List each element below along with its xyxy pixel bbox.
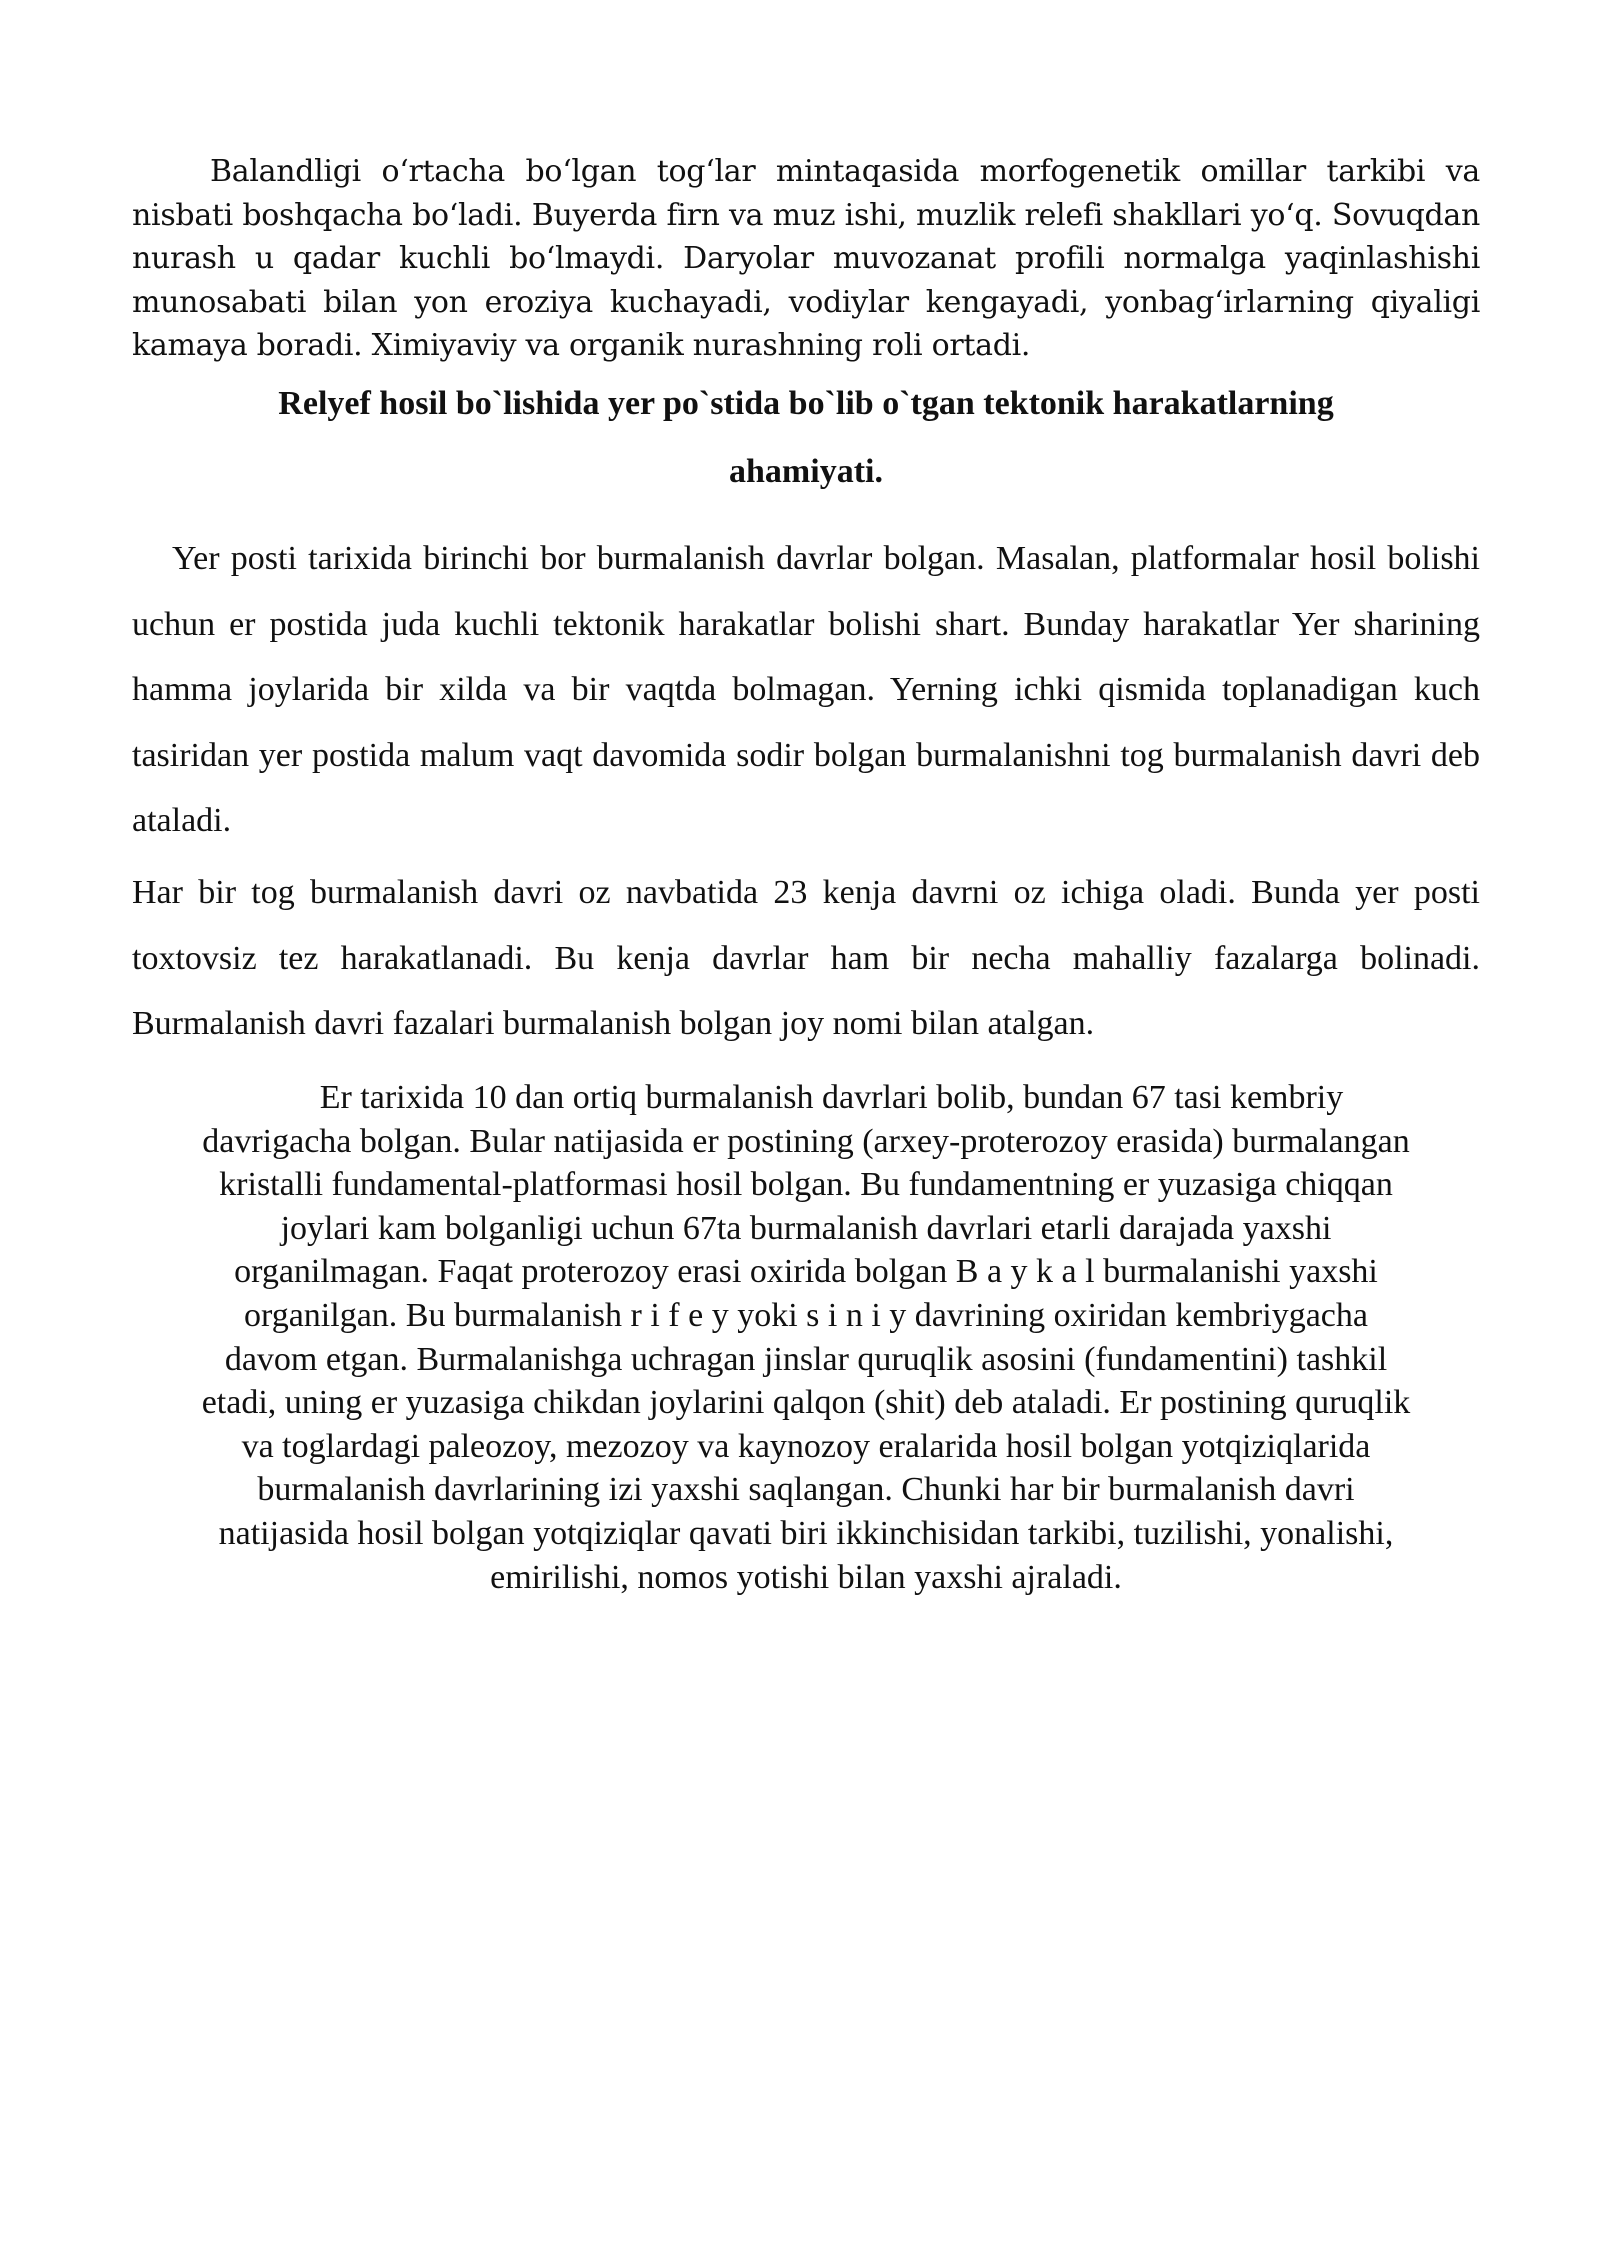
- section-heading-line-2: ahamiyati.: [729, 453, 883, 490]
- paragraph-line: davrigacha bolgan. Bular natijasida er postining (arxey-proterozoy erasida) burmalangan: [202, 1122, 1410, 1160]
- paragraph-earth-history: [132, 1076, 1480, 1599]
- paragraph-line: etadi, uning er yuzasiga chikdan joylarini qalqon (shit) deb ataladi. Er postining quruqlik: [201, 1384, 1411, 1422]
- paragraph-line: organilmagan. Faqat proterozoy erasi oxirida bolgan B a y k a l burmalanishi yaxshi: [234, 1253, 1378, 1291]
- paragraph-line: davom etgan. Burmalanishga uchragan jinslar quruqlik asosini (fundamentini) tashkil: [224, 1340, 1388, 1378]
- paragraph-line: Er tarixida 10 dan ortiq burmalanish davrlari bolib, bundan 67 tasi kembriy: [268, 1079, 1344, 1116]
- paragraph-line: organilgan. Bu burmalanish r i f e y yoki s i n i y davrining oxiridan kembriygacha: [244, 1296, 1368, 1334]
- paragraph-folding-periods: Yer posti tarixida birinchi bor burmalanish davrlar bolgan. Masalan, platformalar hosil bolishi uchun er postida juda kuchli tektonik harakatlar bolishi shart. Bunday harakatlar Yer sharining hamma joylarida bir xilda va bir vaqtda bolmagan. Yerning ichki qismida toplanadigan kuch tasiridan yer postida malum vaqt davomida sodir bolgan burmalanishni tog burmalanish davri deb ataladi.: [132, 540, 1480, 839]
- paragraph-sub-periods: Har bir tog burmalanish davri oz navbatida 23 kenja davrni oz ichiga oladi. Bunda yer posti toxtovsiz tez harakatlanadi. Bu kenja davrlar ham bir necha mahalliy fazalarga bolinadi. Burmalanish davri fazalari burmalanish bolgan joy nomi bilan atalgan.: [132, 874, 1480, 1042]
- paragraph-line: emirilishi, nomos yotishi bilan yaxshi ajraladi.: [490, 1558, 1122, 1596]
- paragraph-line: natijasida hosil bolgan yotqiziqlar qavati biri ikkinchisidan tarkibi, tuzilishi, yonalishi,: [218, 1514, 1394, 1552]
- paragraph-line: kristalli fundamental-platformasi hosil bolgan. Bu fundamentning er yuzasiga chiqqan: [219, 1166, 1393, 1204]
- paragraph-line: va toglardagi paleozoy, mezozoy va kaynozoy eralarida hosil bolgan yotqiziqlarida: [241, 1427, 1371, 1465]
- paragraph-line: burmalanish davrlarining izi yaxshi saqlangan. Chunki har bir burmalanish davri: [257, 1471, 1355, 1509]
- paragraph-line: joylari kam bolganligi uchun 67ta burmalanish davrlari etarli darajada yaxshi: [280, 1209, 1332, 1247]
- paragraph-mountain-morphogenesis: Balandligi o‘rtacha bo‘lgan tog‘lar mintaqasida morfogenetik omillar tarkibi va nisbati boshqacha bo‘ladi. Buyerda firn va muz ishi, muzlik relefi shakllari yo‘q. Sovuqdan nurash u qadar kuchli bo‘lmaydi. Daryolar muvozanat profili normalga yaqinlashishi munosabati bilan yon eroziya kuchayadi, vodiylar kengayadi, yonbag‘irlarning qiyaligi kamaya boradi. Ximiyaviy va organik nurashning roli ortadi.: [132, 154, 1480, 363]
- section-heading-line-1: Relyef hosil bo`lishida yer po`stida bo`lib o`tgan tektonik harakatlarning: [278, 385, 1334, 422]
